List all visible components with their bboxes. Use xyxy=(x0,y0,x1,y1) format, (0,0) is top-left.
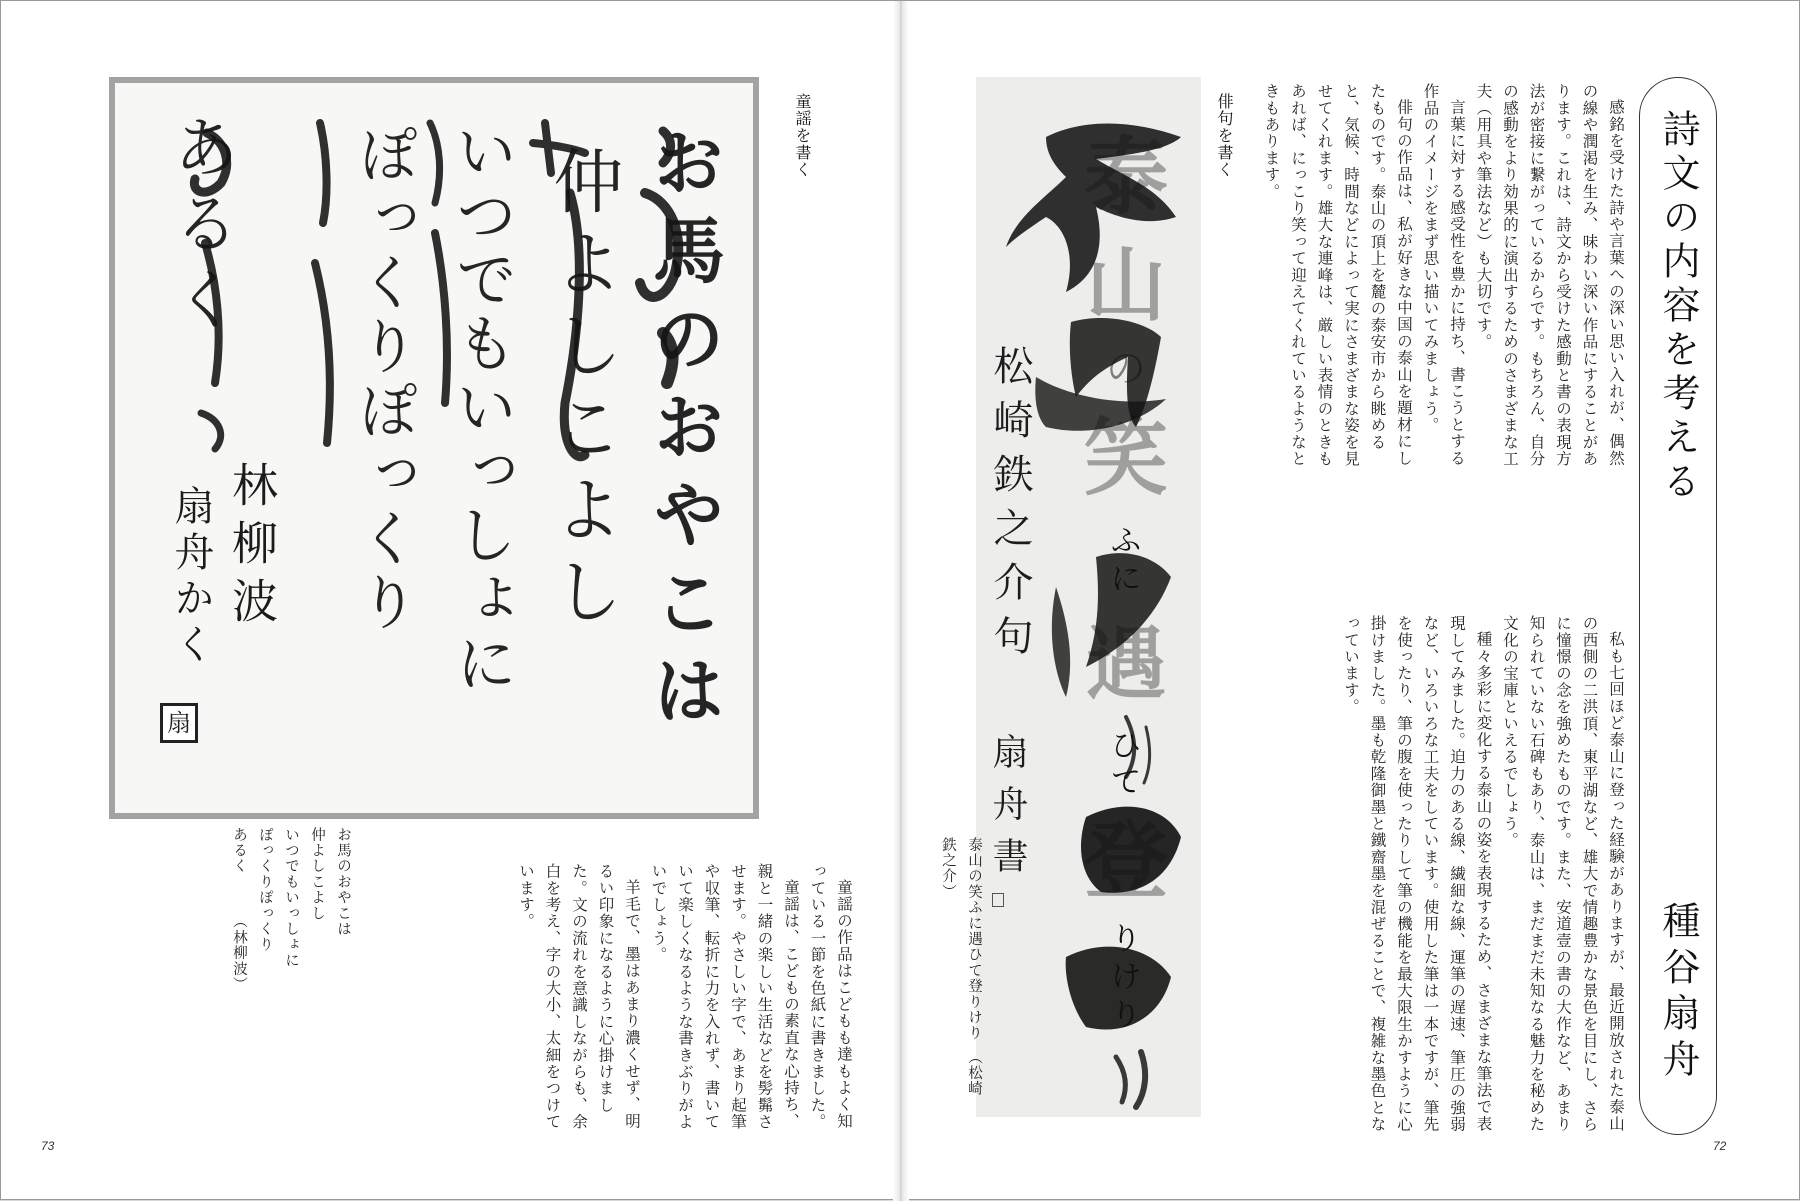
article-author: 種谷扇舟 xyxy=(1656,901,1700,1085)
shikishi-paper xyxy=(115,83,753,813)
scroll-caption-text: 泰山の笑ふに遇ひて登りけり （松崎鉄之介） xyxy=(940,837,982,1097)
caption-line-2: 仲よしこよし xyxy=(309,827,325,922)
haiku-char-5: ふ xyxy=(1111,524,1141,559)
caption-line-1: お馬のおやこは xyxy=(335,827,351,937)
caption-line-4: ぽっくりぽっくり xyxy=(257,827,273,953)
right-lower-body-text xyxy=(1283,615,1629,1133)
calligraphy-line-1: お馬のおやこは xyxy=(641,125,726,741)
left-paragraph-2: 童謡は、こどもの素直な心持ち、親と一緒の楽しい生活などを髣髴させます。やさしい字で、あまり起筆や収筆、転折に力を入れず、書いていて楽しくなるような書きぶりがよいでしょう。 xyxy=(649,863,800,1131)
calligraphy-line-3: いつでもいっしょに xyxy=(445,119,518,695)
scroll-artwork xyxy=(976,77,1201,1117)
haiku-char-10: 登 xyxy=(1083,811,1168,910)
artist-signature: 扇舟かく xyxy=(168,485,214,669)
calligraphy-line-5: あるく xyxy=(162,113,239,341)
haiku-char-11: り xyxy=(1111,922,1141,957)
calligraphy-line-4: ぽっくりぽっくり xyxy=(349,123,419,635)
scroll-signature: 扇舟書 xyxy=(987,733,1028,889)
scroll-seal xyxy=(992,893,1004,907)
haiku-char-9: て xyxy=(1111,765,1141,800)
artist-seal xyxy=(160,703,198,743)
haiku-char-3: の xyxy=(1106,346,1146,392)
left-paragraph-3: 羊毛で、墨はあまり濃くせず、明るい印象になるように心掛けました。文の流れを意識しながらも、余白を考え、字の大小、太細をつけています。 xyxy=(517,863,641,1131)
article-title: 詩文の内容を考える xyxy=(1656,109,1700,505)
scroll-caption xyxy=(935,837,987,1107)
left-paragraph-1: 童謡の作品はこどもも達もよく知っている一節を色紙に書きました。 xyxy=(808,863,853,1131)
left-body-text xyxy=(481,863,857,1133)
right-paragraph-1: 私も七回ほど泰山に登った経験がありますが、最近開放された泰山の西側の二洪頂、東平湖など、雄大で情趣豊かな景色を目にし、さらに憧憬の念を強めたものです。また、安道壹の書の大作など、あまり知られていない石碑もあり、泰山は、まだまだ未知なる魅力を秘めた文化の宝庫といえるでしょう。 xyxy=(1501,615,1625,1133)
haiku-char-4: 笑 xyxy=(1083,408,1168,507)
intro-paragraph-1: 感銘を受けた詩や言葉への深い思い入れが、偶然の線や潤渇を生み、味わい深い作品にすることがあります。これは、詩文から受けた感動と書の表現方法が密接に繋がっているからです。もちろん、自分の感動をより効果的に演出するためのさまざまな工夫（用具や筆法など）も大切です。 xyxy=(1474,83,1625,468)
caption-line-3: いつでもいっしょに xyxy=(283,827,299,969)
scroll-side-inscription: 松崎鉄之介句 xyxy=(987,345,1033,669)
page-number-left: 73 xyxy=(41,1139,55,1153)
shikishi-artwork xyxy=(109,77,759,819)
artwork-caption xyxy=(226,827,356,1067)
book-gutter xyxy=(893,1,909,1201)
section-heading-douyou: 童謡を書く xyxy=(793,93,812,178)
intro-paragraph-2: 言葉に対する感受性を豊かに持ち、書こうとする作品のイメージをまず思い描いてみましょう。 xyxy=(1421,83,1466,466)
haiku-char-7: 遇 xyxy=(1086,617,1166,711)
right-paragraph-2: 種々多彩に変化する泰山の姿を表現するため、さまざまな筆法で表現してみました。迫力のある線、繊細な線、運筆の遅速、筆圧の強弱など、いろいろな工夫をしています。使用した筆は一本ですが、筆先を使ったり、筆の腹を使ったりして筆の機能を最大限生かすように心掛けました。墨も乾隆御墨と鐵齋墨を混ぜることで、複雑な墨色となっています。 xyxy=(1342,615,1493,1133)
artist-seal-glyph: 扇 xyxy=(167,709,191,737)
haiku-char-1: 泰 xyxy=(1083,127,1168,226)
section-heading-haiku: 俳句を書く xyxy=(1215,93,1234,178)
right-intro-text xyxy=(1262,83,1629,475)
poet-signature: 林柳波 xyxy=(225,461,279,635)
caption-text xyxy=(226,827,356,992)
page-number-right: 72 xyxy=(1713,1139,1727,1153)
caption-line-5: あるく （林柳波） xyxy=(231,827,247,993)
haiku-char-6: に xyxy=(1111,562,1141,597)
haiku-char-8: ひ xyxy=(1111,729,1141,764)
haiku-char-12: け xyxy=(1111,960,1141,995)
scroll-main-haiku xyxy=(1071,129,1181,1035)
haiku-char-2: 山 xyxy=(1086,238,1166,332)
right-haiku-intro-paragraph: 俳句の作品は、私が好きな中国の泰山を題材にしたものです。泰山の頂上を麓の泰安市から眺めると、気候、時間などによって実にさまざまな姿を見せてくれます。雄大な連峰は、厳しい表情のときもあれば、にっこり笑って迎えてくれているようなときもあります。 xyxy=(1262,83,1413,468)
calligraphy-line-2: 仲よしこよし xyxy=(542,145,624,637)
haiku-char-13: り xyxy=(1111,998,1141,1033)
